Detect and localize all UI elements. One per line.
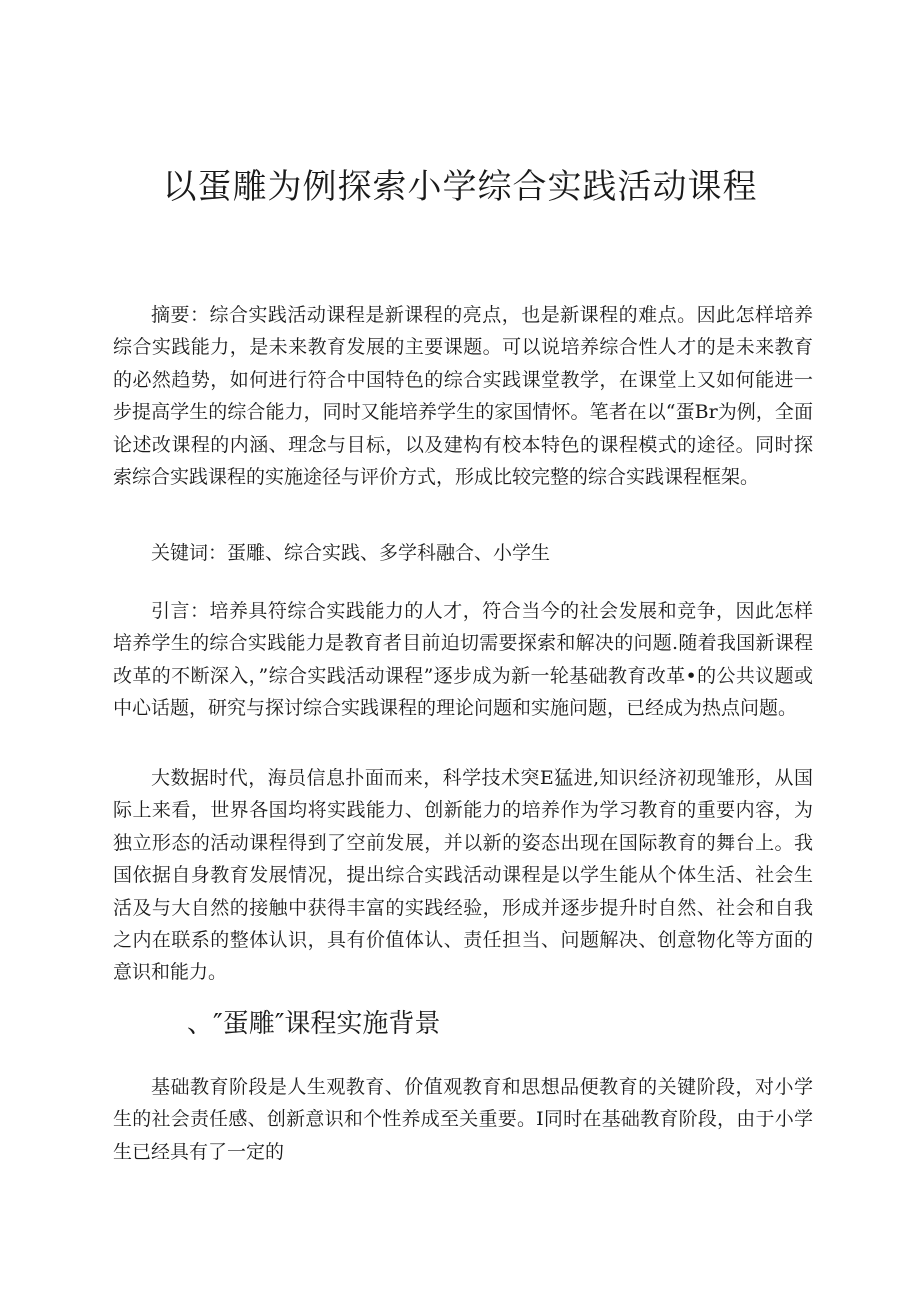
bigdata-paragraph: 大数据时代，海员信息扑面而来，科学技术突E猛进,知识经济初现雏形，从国际上来看，世界各国均将实践能力、创新能力的培养作为学习教育的重要内容，为独立形态的活动课程得到了空前发展，并以新的姿态出现在国际教育的舞台上。我国依据自身教育发展情况，提出综合实践活动课程是以学生能从个体生活、社会生活及与大自然的接触中获得丰富的实践经验，形成并逐步提升时自然、社会和自我之内在联系的整体认识，具有价值体认、责任担当、问题解决、创意物化等方面的意识和能力。 — [113, 767, 813, 984]
section-heading: 、″蛋雕″课程实施背景 — [187, 1009, 441, 1039]
intro-paragraph: 引言：培养具符综合实践能力的人才，符合当今的社会发展和竞争，因此怎样培养学生的综合实践能力是教育者目前迫切需要探索和解决的问题.随着我国新课程改革的不断深入，”综合实践活动课程”逐步成为新一轮基础教育改革•的公共议题或中心话题，研究与探讨综合实践课程的理论问题和实施问题，已经成为热点问题。 — [113, 600, 813, 720]
background-paragraph: 基础教育阶段是人生观教育、价值观教育和思想品便教育的关键阶段，对小学生的社会责任感、创新意识和个性养成至关重要。I同时在基础教育阶段，由于小学生已经具有了一定的 — [113, 1076, 813, 1163]
abstract-paragraph: 摘要：综合实践活动课程是新课程的亮点，也是新课程的难点。因此怎样培养综合实践能力，是未来教育发展的主要课题。可以说培养综合性人才的是未来教育的必然趋势，如何进行符合中国特色的综合实践课堂教学，在课堂上又如何能进一步提高学生的综合能力，同时又能培养学生的家国情怀。笔者在以“蛋Br为例，全面论述改课程的内涵、理念与目标，以及建构有校本特色的课程模式的途径。同时探索综合实践课程的实施途径与评价方式，形成比较完整的综合实践课程框架。 — [113, 304, 813, 489]
keywords-paragraph: 关键词：蛋雕、综合实践、多学科融合、小学生 — [151, 542, 551, 564]
document-title: 以蛋雕为例探索小学综合实践活动课程 — [162, 167, 758, 207]
